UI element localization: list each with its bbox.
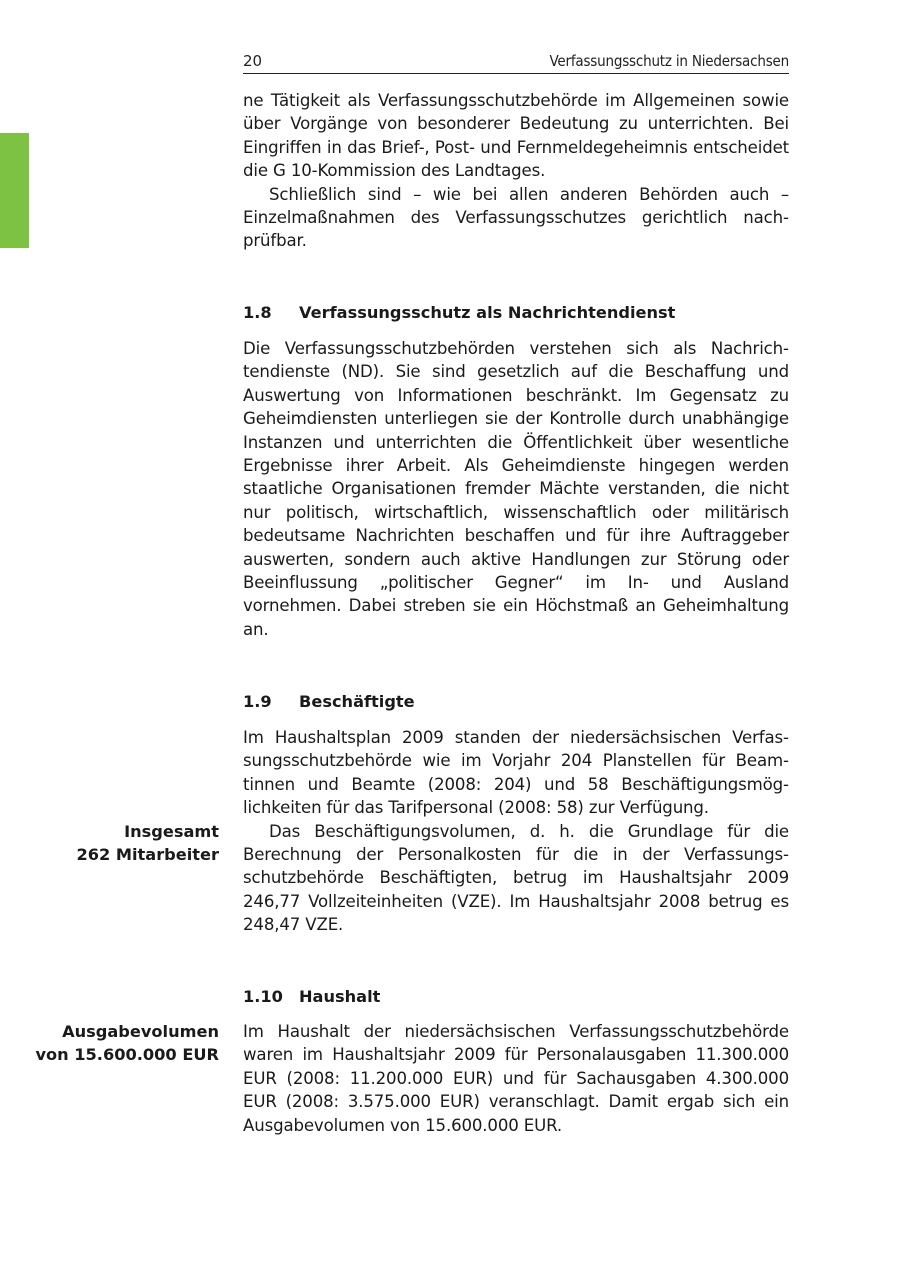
running-title: Verfassungsschutz in Niedersachsen	[549, 52, 789, 70]
section-1-10-paragraph: Im Haushalt der niedersächsischen Verfassungsschutzbehörde waren im Haushaltsjahr 2009 für Personalausgaben 11.300.000 EUR (2008: 11.200.000 EUR) und für Sachausgaben 4.300.000 EUR (2008: 3.575.000 EUR) veranschlagt. Damit ergab sich ein Ausgabevolumen von 15.600.000 EUR.	[243, 1022, 789, 1135]
margin-note-line: Ausgabevolumen	[62, 1022, 219, 1041]
intro-paragraph-1: ne Tätigkeit als Verfassungsschutzbehörde im Allgemeinen sowie über Vorgänge von besonderer Bedeutung zu unterrichten. Bei Eingriffen in das Brief-, Post- und Fernmeldegeheimnis entscheidet die G 10-Kommission des Landtages.	[243, 91, 789, 181]
section-heading-1-9	[243, 691, 789, 713]
section-1-8-paragraph: Die Verfassungsschutzbehörden verstehen sich als Nachrichtendienste (ND). Sie sind gesetzlich auf die Beschaffung und Auswertung von Informationen beschränkt. Im Gegensatz zu Geheimdiensten unterliegen sie der Kontrolle durch unabhängige Instanzen und unterrichten die Öffentlichkeit über wesentliche Ergebnisse ihrer Arbeit. Als Geheimdienste hingegen werden staatliche Organisationen fremder Mächte verstanden, die nicht nur politisch, wirtschaftlich, wissenschaftlich oder militärisch bedeutsame Nachrichten beschaffen und für ihre Auftraggeber auswerten, sondern auch aktive Handlungen zur Störung oder Beeinflussung „politischer Gegner“ im In- und Ausland vornehmen. Dabei streben sie ein Höchstmaß an Geheimhaltung an.	[243, 339, 789, 639]
section-1-9-paragraph-1: Im Haushaltsplan 2009 standen der niedersächsischen Verfassungsschutzbehörde wie im Vorjahr 204 Planstellen für Beamtinnen und Beamte (2008: 204) und 58 Beschäftigungsmöglichkeiten für das Tarifpersonal (2008: 58) zur Verfügung.	[243, 728, 789, 818]
margin-note-line: Insgesamt	[124, 822, 219, 841]
section-heading-1-8	[243, 302, 789, 324]
running-header	[243, 52, 789, 74]
section-1-9-body	[243, 726, 789, 937]
margin-note-line: von 15.600.000 EUR	[35, 1045, 219, 1065]
intro-text	[243, 89, 789, 253]
page-number: 20	[243, 52, 263, 70]
section-heading-1-10	[243, 986, 789, 1008]
section-title: Verfassungsschutz als Nachrichtendienst	[299, 303, 676, 322]
section-number: 1.9	[243, 692, 272, 711]
section-1-9-paragraph-2: Das Beschäftigungsvolumen, d. h. die Grundlage für die Berechnung der Personalkosten für die in der Verfassungsschutzbehörde Beschäftigten, betrug im Haushaltsjahr 2009 246,77 Vollzeiteinheiten (VZE). Im Haushaltsjahr 2008 betrug es 248,47 VZE.	[243, 821, 789, 935]
section-number: 1.8	[243, 303, 272, 322]
section-title: Haushalt	[299, 987, 381, 1006]
section-1-10-body	[243, 1020, 789, 1137]
section-1-8-body	[243, 337, 789, 641]
intro-paragraph-2: Schließlich sind – wie bei allen anderen Behörden auch – Einzelmaßnahmen des Verfassungsschutzes gerichtlich nachprüfbar.	[243, 184, 789, 251]
margin-note-line: 262 Mitarbeiter	[76, 845, 219, 865]
margin-note-employees	[30, 820, 219, 867]
chapter-marker-tab	[0, 133, 29, 248]
margin-note-budget	[30, 1020, 219, 1067]
section-number: 1.10	[243, 987, 283, 1006]
section-title: Beschäftigte	[299, 692, 415, 711]
